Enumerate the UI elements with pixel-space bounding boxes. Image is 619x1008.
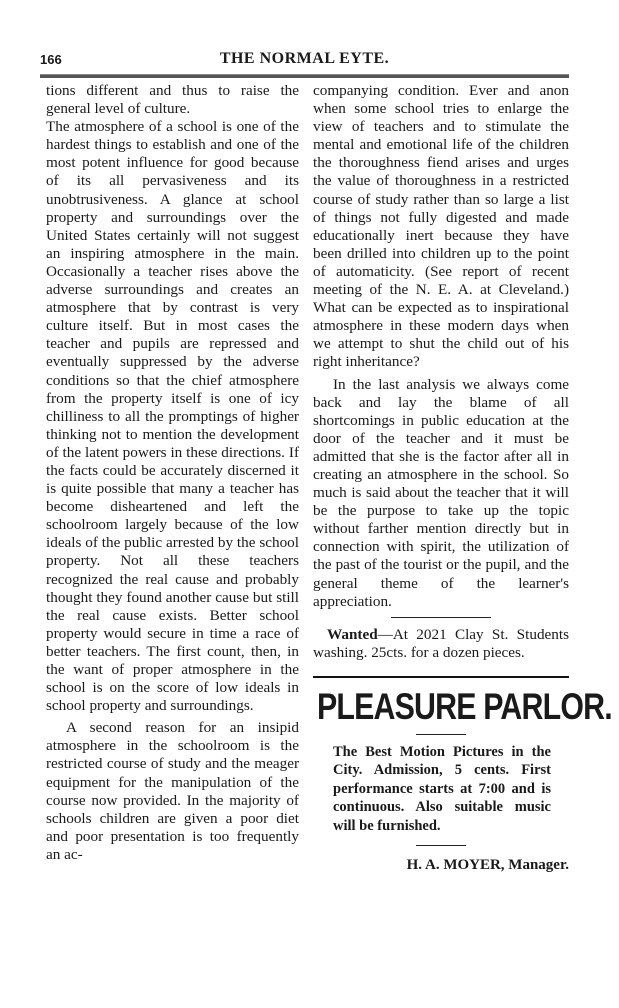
left-column (46, 82, 299, 864)
wanted-text: —At 2021 Clay St. Students washing. 25cts. for a dozen pieces. (313, 625, 569, 661)
advertisement-title: PLEASURE PARLOR. (317, 685, 612, 727)
paragraph: The atmosphere of a school is one of the hardest things to establish and one of the most potent influence for good because of its all pervasiveness and its unobtrusiveness. A glance at school property and surroundings over the United States certainly will not suggest an inspiring atmosphere in the main. Occasionally a teacher rises above the adverse surroundings and creates an atmosphere that by contrast is very culture itself. But in most cases the teacher and pupils are repressed and eventually suppressed by the adverse conditions so that the chief atmosphere from the property itself is one of icy chilliness to all the promptings of higher thinking not to mention the development of the latent powers in these directions. If the facts could be accurately discerned it is quite possible that many a teacher has become disheartened and left the schoolroom largely because of the low ideals of the public arrested by the school property. Not all these teachers recognized the real cause and probably thought they found another cause but still the real cause exists. Better school property would secure in time a race of better teachers. The first count, then, in the want of proper atmosphere in the school is on the score of low ideals in school property and surroundings. (46, 118, 299, 715)
header-rule (40, 74, 569, 78)
divider (391, 617, 491, 618)
advertisement-manager: H. A. MOYER, Manager. (406, 857, 569, 874)
paragraph: A second reason for an insipid atmosphere in the schoolroom is the restricted course of study and the meager equipment for the manipulation of the course now provided. In the majority of schools children are given a poor diet and poor presentation is too frequently an ac- (46, 719, 299, 863)
page-number: 166 (40, 52, 62, 67)
divider (313, 676, 569, 678)
wanted-label: Wanted (327, 625, 378, 643)
paragraph: companying condition. Ever and anon when some school tries to enlarge the view of teachers and to stimulate the mental and emotional life of the children the thoroughness fiend arises and urges the value of thoroughness in a restricted course of study rather than so large a list of things not fully digested and made educationally inert because they have been drilled into children up to the point of automaticity. (See report of recent meeting of the N. E. A. at Cleveland.) What can be expected as to inspirational atmosphere in these modern days when we attempt to shut the child out of his right inheritance? (313, 82, 569, 371)
wanted-notice (313, 626, 569, 662)
journal-title: THE NORMAL EYTE. (219, 50, 390, 67)
divider (416, 845, 466, 846)
paragraph: tions different and thus to raise the general level of culture. (46, 82, 299, 118)
paragraph: In the last analysis we always come back and lay the blame of all shortcomings in public education at the door of the teacher and it must be admitted that she is the factor after all in creating an atmosphere in the school. So much is said about the teacher that it will be the purpose to take up the topic without farther mention directly but in connection with spirit, the utilization of the past of the tourist or the pupil, and the general theme of the learner's appreciation. (313, 375, 569, 610)
divider (416, 734, 466, 735)
advertisement-body: The Best Motion Pictures in the City. Admission, 5 cents. First performance starts at 7:00 and is continuous. Also suitable music will be furnished. (333, 743, 551, 834)
page-header (40, 52, 569, 70)
right-column (313, 82, 612, 875)
